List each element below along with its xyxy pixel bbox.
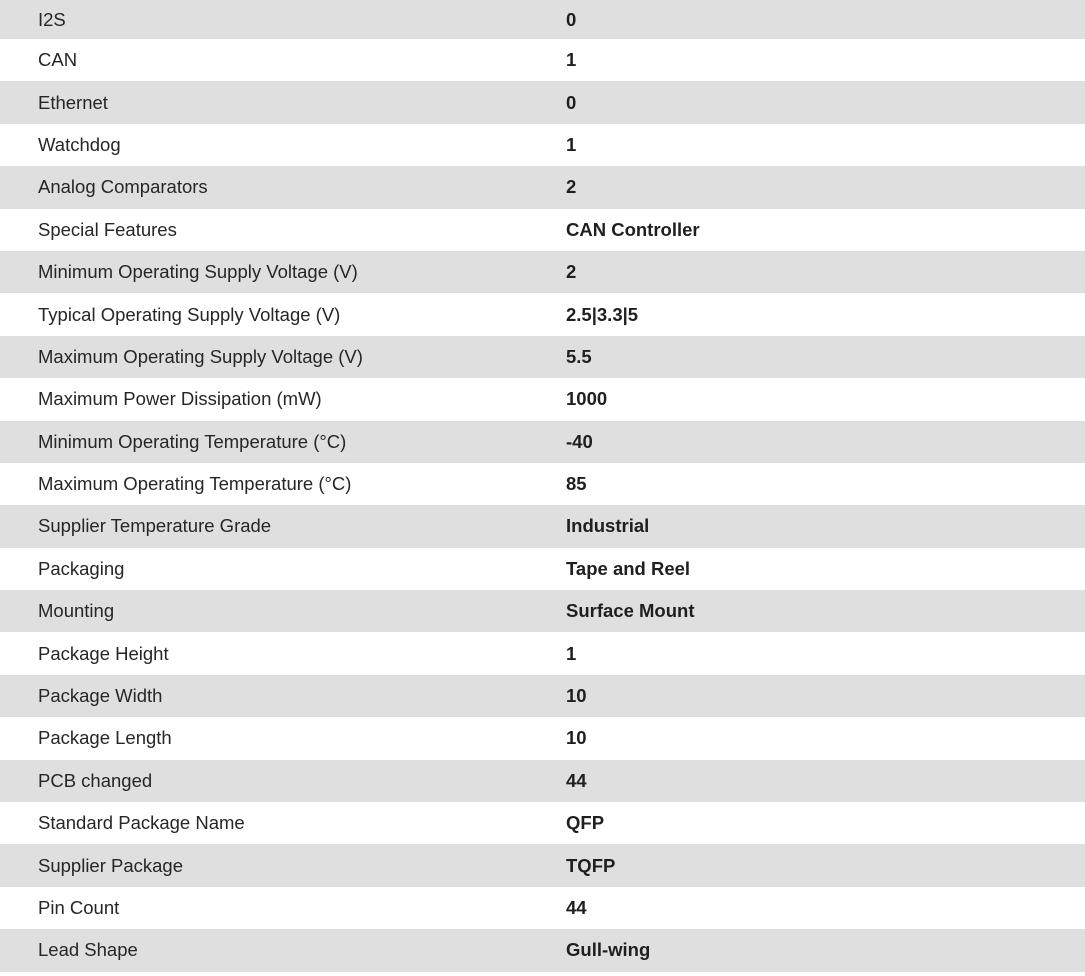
- spec-value: 1: [566, 642, 577, 664]
- spec-name: Watchdog: [38, 133, 121, 155]
- table-row: [0, 590, 1085, 632]
- table-row: [0, 844, 1085, 886]
- spec-name: Special Features: [38, 218, 177, 240]
- spec-value: 1: [566, 49, 577, 71]
- table-row: [0, 760, 1085, 802]
- table-row: [0, 251, 1085, 293]
- table-row: [0, 421, 1085, 463]
- spec-name: Package Width: [38, 685, 163, 707]
- table-row: [0, 632, 1085, 674]
- spec-value: 2: [566, 176, 577, 198]
- spec-value: 44: [566, 769, 587, 791]
- table-row: [0, 0, 1085, 39]
- spec-value: 0: [566, 8, 577, 30]
- spec-name: Package Height: [38, 642, 169, 664]
- spec-value: Industrial: [566, 515, 650, 537]
- spec-name: Ethernet: [38, 91, 108, 113]
- spec-value: 1: [566, 133, 577, 155]
- spec-name: Package Length: [38, 727, 172, 749]
- spec-name: Packaging: [38, 557, 125, 579]
- spec-value: 0: [566, 91, 577, 113]
- spec-name: Supplier Temperature Grade: [38, 515, 272, 537]
- table-row: [0, 336, 1085, 378]
- table-row: [0, 802, 1085, 844]
- spec-name: PCB changed: [38, 769, 153, 791]
- spec-name: CAN: [38, 49, 78, 71]
- table-row: [0, 675, 1085, 717]
- spec-name: Supplier Package: [38, 854, 184, 876]
- spec-name: Standard Package Name: [38, 812, 245, 834]
- spec-value: Surface Mount: [566, 600, 695, 622]
- spec-name: Analog Comparators: [38, 176, 208, 198]
- spec-name: Mounting: [38, 600, 115, 622]
- spec-value: 2.5|3.3|5: [566, 303, 639, 325]
- table-row: [0, 378, 1085, 420]
- spec-name: Minimum Operating Temperature (°C): [38, 430, 347, 452]
- table-row: [0, 124, 1085, 166]
- spec-name: Maximum Operating Supply Voltage (V): [38, 345, 363, 367]
- spec-value: 1000: [566, 388, 608, 410]
- spec-name: Typical Operating Supply Voltage (V): [38, 303, 341, 325]
- spec-name: Lead Shape: [38, 939, 138, 961]
- spec-value: 2: [566, 261, 577, 283]
- spec-value: 44: [566, 897, 587, 918]
- table-row: [0, 717, 1085, 759]
- table-row: [0, 929, 1085, 971]
- table-row: [0, 548, 1085, 590]
- spec-value: CAN Controller: [566, 218, 700, 240]
- table-row: [0, 209, 1085, 251]
- table-row: [0, 463, 1085, 505]
- spec-value: 10: [566, 727, 587, 749]
- spec-value: Gull-wing: [566, 939, 651, 961]
- spec-name: Maximum Operating Temperature (°C): [38, 473, 352, 495]
- spec-value: 10: [566, 685, 587, 707]
- spec-value: TQFP: [566, 854, 616, 876]
- table-row: [0, 505, 1085, 547]
- spec-value: Tape and Reel: [566, 557, 691, 579]
- spec-value: QFP: [566, 812, 605, 834]
- table-row: [0, 81, 1085, 123]
- spec-value: 5.5: [566, 345, 592, 367]
- spec-name: I2S: [38, 8, 66, 30]
- table-row: [0, 887, 1085, 929]
- spec-name: Maximum Power Dissipation (mW): [38, 388, 322, 410]
- table-row: [0, 293, 1085, 335]
- table-row: [0, 39, 1085, 81]
- spec-value: 85: [566, 473, 587, 495]
- spec-value: -40: [566, 430, 593, 452]
- spec-name: Pin Count: [38, 897, 120, 918]
- table-row: [0, 166, 1085, 208]
- spec-name: Minimum Operating Supply Voltage (V): [38, 261, 358, 283]
